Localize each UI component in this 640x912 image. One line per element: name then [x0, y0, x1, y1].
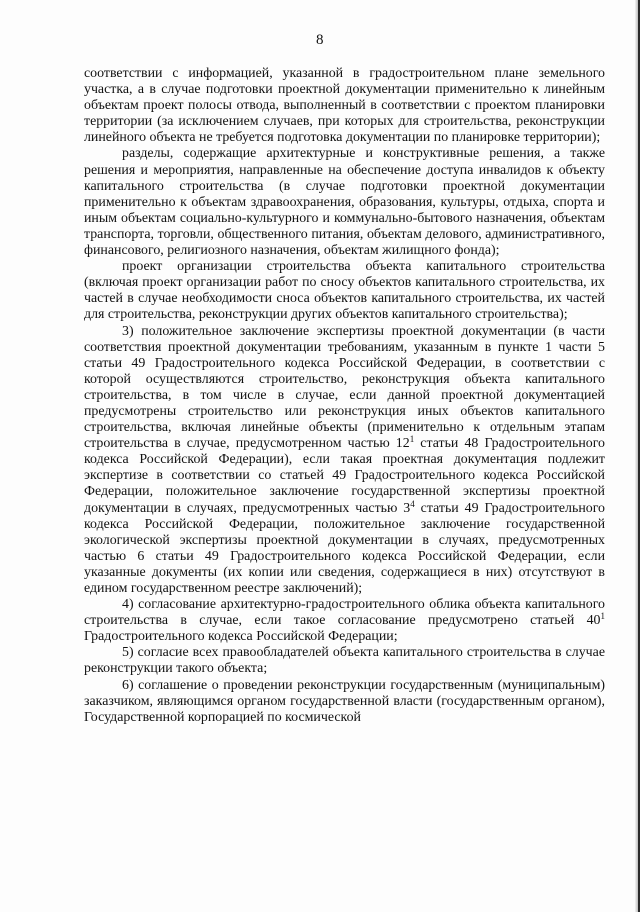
document-body [84, 66, 605, 726]
superscript: 4 [410, 498, 415, 509]
paragraph-p2 [84, 259, 605, 323]
paragraph-text: Градостроительного кодекса Российской Федерации; [84, 629, 398, 645]
paragraph-text: 6) соглашение о проведении реконструкции государственным (муниципальным) заказчиком, являющимся органом государственной власти (государственным органом), Государственной корпорацией по космической [84, 677, 605, 725]
superscript: 1 [409, 434, 415, 445]
paragraph-text: 4) согласование архитектурно-градостроительного облика объекта капитального строительства в случае, если такое согласование предусмотрено статьей 40 [84, 597, 605, 629]
paragraph-p6 [84, 678, 605, 726]
paragraph-p0 [84, 66, 605, 146]
superscript: 1 [600, 611, 605, 622]
paragraph-text: проект организации строительства объекта капитального строительства (включая проект организации работ по сносу объектов капитального строительства, их частей в случае необходимости сноса объектов капитального строительства, их частей для строительства, реконструкции других объектов капитального строительства); [84, 259, 605, 323]
paragraph-p1 [84, 146, 605, 259]
paragraph-text: статьи 48 Градостроительного кодекса Российской Федерации), если такая проектная документация подлежит экспертизе в соответствии со статьей 49 Градостроительного кодекса Российской Федерации, положительное заключение государственной экспертизы проектной документации в случаях, предусмотренных частью 3 [84, 436, 605, 516]
page-number: 8 [316, 32, 324, 48]
paragraph-p3 [84, 324, 605, 598]
paragraph-p5 [84, 645, 605, 677]
paragraph-p4 [84, 597, 605, 645]
paragraph-text: 5) согласие всех правообладателей объекта капитального строительства в случае реконструкции такого объекта; [84, 645, 605, 677]
paragraph-text: разделы, содержащие архитектурные и конструктивные решения, а также решения и мероприятия, направленные на обеспечение доступа инвалидов к объекту капитального строительства (в случае подготовки проектной документации применительно к объектам здравоохранения, образования, культуры, отдыха, спорта и иным объектам социально-культурного и коммунально-бытового назначения, объектам транспорта, торговли, общественного питания, объектам делового, административного, финансового, религиозного назначения, объектам жилищного фонда); [84, 146, 605, 259]
paragraph-text: 3) положительное заключение экспертизы проектной документации (в части соответствия проектной документации требованиям, указанным в пункте 1 части 5 статьи 49 Градостроительного кодекса Российской Федерации, в соответствии с которой осуществляются строительство, реконструкция объекта капитального строительства, в том числе в случае, если данной проектной документацией предусмотрены строительство или реконструкция иных объектов капитального строительства, включая линейные объекты (применительно к отдельным этапам строительства в случае, предусмотренном частью 12 [84, 323, 605, 452]
paragraph-text: соответствии с информацией, указанной в градостроительном плане земельного участка, а в случае подготовки проектной документации применительно к линейным объектам проект полосы отвода, выполненный в соответствии с проектом планировки территории (за исключением случаев, при которых для строительства, реконструкции линейного объекта не требуется подготовка документации по планировке территории); [84, 66, 605, 146]
paragraph-text: статьи 49 Градостроительного кодекса Российской Федерации, положительное заключение государственной экологической экспертизы проектной документации в случаях, предусмотренных частью 6 статьи 49 Градостроительного кодекса Российской Федерации, если указанные документы (их копии или сведения, содержащиеся в них) отсутствуют в едином государственном реестре заключений); [84, 500, 605, 596]
